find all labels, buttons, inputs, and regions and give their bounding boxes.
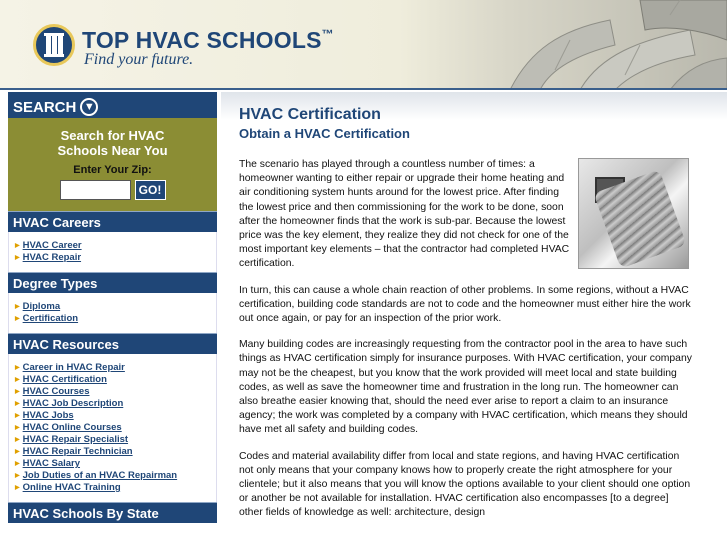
bullet-arrow-icon: ▶ [15,316,20,322]
article-paragraph: Codes and material availability differ from local and state regions, and having HVAC certification not only means that your company knows how to properly create the right atmosphere for your clientele; but it also means that you will know the options available to your client should one option or another be not available for installation. HVAC certification also encompasses [to a degree] other fields of knowledge as well: architecture, design [239,450,691,519]
bullet-arrow-icon: ▶ [15,304,20,310]
list-item[interactable] [15,398,216,410]
list-item[interactable] [15,458,216,470]
zip-row [8,180,217,200]
bullet-arrow-icon: ▶ [15,461,20,467]
page-subtitle: Obtain a HVAC Certification [239,126,410,141]
logo-name-text: TOP HVAC SCHOOLS [82,27,322,53]
nav-link[interactable]: Career in HVAC Repair [22,362,125,373]
search-title-line1: Search for HVAC [60,128,165,143]
degree-types-heading: Degree Types [8,272,217,293]
logo-tagline: Find your future. [84,51,194,68]
zip-search-box [8,118,217,211]
zip-input[interactable] [60,180,131,200]
list-item[interactable] [15,410,216,422]
duct-photo [578,158,689,269]
bullet-arrow-icon: ▶ [15,473,20,479]
logo-name[interactable] [82,27,334,54]
bullet-arrow-icon: ▶ [15,485,20,491]
careers-heading: HVAC Careers [8,211,217,232]
nav-link[interactable]: HVAC Jobs [22,410,74,421]
list-item[interactable] [15,422,216,434]
resources-heading: HVAC Resources [8,333,217,354]
list-item[interactable] [15,313,216,325]
bullet-arrow-icon: ▶ [15,389,20,395]
resources-list [8,354,217,502]
nav-link[interactable]: HVAC Courses [22,386,90,397]
list-item[interactable] [15,362,216,374]
nav-link[interactable]: Diploma [22,301,61,312]
nav-link[interactable]: Certification [22,313,79,324]
search-title [8,128,217,158]
bullet-arrow-icon: ▶ [15,413,20,419]
trademark-mark: ™ [321,27,334,41]
article-paragraph: The scenario has played through a countless number of times: a homeowner wanting to either repair or upgrade their home heating and air conditioning system hunts around for the lowest price. After finding the lowest price and then commissioning for the work to be done, soon after the homeowner finds that the work is sub-par. Because the lowest price was the key element, they realize they did not check for one of the most important key elements – that the contractor had completed HVAC certification. [239,159,570,270]
bullet-arrow-icon: ▶ [15,437,20,443]
nav-link[interactable]: HVAC Repair Technician [22,446,133,457]
logo-emblem-icon[interactable] [33,24,75,66]
nav-link[interactable]: HVAC Repair Specialist [22,434,129,445]
bullet-arrow-icon: ▶ [15,243,20,249]
list-item[interactable] [15,446,216,458]
article-paragraph: In turn, this can cause a whole chain reaction of other problems. In some regions, without a HVAC certification, building code standards are not to code and the homeowner must either hire the work out once again, or pay for an inspection of the prior work. [239,284,691,325]
schools-by-state-heading: HVAC Schools By State [8,502,217,523]
bullet-arrow-icon: ▶ [15,377,20,383]
bullet-arrow-icon: ▶ [15,425,20,431]
list-item[interactable] [15,252,216,264]
ductwork-banner-image [440,0,727,90]
page-title: HVAC Certification [239,106,381,123]
bullet-arrow-icon: ▶ [15,449,20,455]
bullet-arrow-icon: ▶ [15,401,20,407]
sidebar [8,92,217,545]
nav-link[interactable]: HVAC Certification [22,374,107,385]
list-item[interactable] [15,374,216,386]
nav-link[interactable]: HVAC Job Description [22,398,124,409]
nav-link[interactable]: HVAC Repair [22,252,82,263]
list-item[interactable] [15,482,216,494]
list-item[interactable] [15,470,216,482]
list-item[interactable] [15,434,216,446]
list-item[interactable] [15,386,216,398]
careers-list [8,232,217,272]
search-title-line2: Schools Near You [57,143,168,158]
nav-link[interactable]: HVAC Online Courses [22,422,122,433]
main-content [221,92,727,545]
nav-link[interactable]: Job Duties of an HVAC Repairman [22,470,178,481]
list-item[interactable] [15,240,216,252]
bullet-arrow-icon: ▶ [15,365,20,371]
article-paragraph: Many building codes are increasingly requesting from the contractor pool in the area to have such things as HVAC certification simply for insurance purposes. With HVAC certification, your company may not be the cheapest, but you know that the work provided will meet local and state building codes, as well as save the homeowner time and frustration in the long run. The homeowner can also breathe easier knowing that, should the need ever arise to report a claim to an insurance agency; the work was completed by a company with HVAC certification, which means they should have met all safety and building codes. [239,339,692,436]
search-label: SEARCH [13,98,77,116]
nav-link[interactable]: HVAC Salary [22,458,81,469]
site-header [0,0,727,90]
nav-link[interactable]: HVAC Career [22,240,82,251]
list-item[interactable] [15,301,216,313]
bullet-arrow-icon: ▶ [15,255,20,261]
degree-types-list [8,293,217,333]
nav-link[interactable]: Online HVAC Training [22,482,121,493]
search-header [8,92,217,118]
zip-label: Enter Your Zip: [73,164,152,176]
go-button[interactable]: GO! [135,180,166,200]
arrow-down-icon: ▼ [80,98,98,116]
